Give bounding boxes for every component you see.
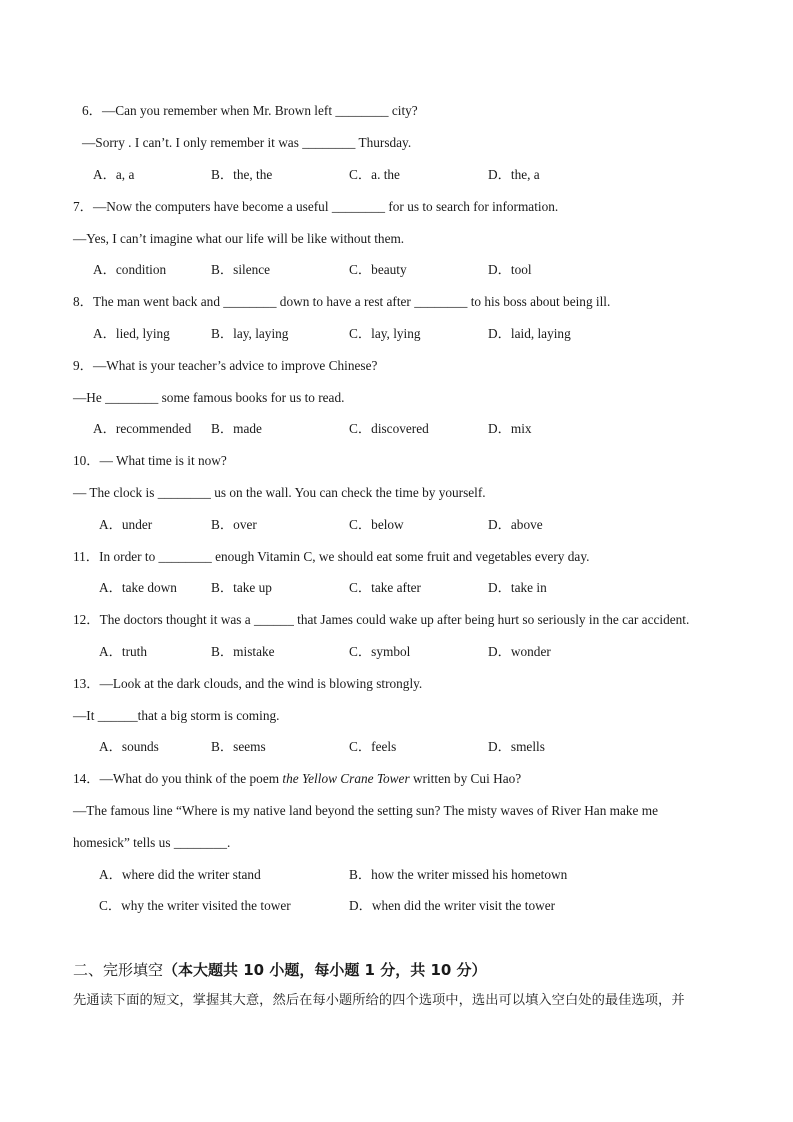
question-8-line-1: 8．The man went back and ________ down to have a rest after ________ to his boss about being ill.: [73, 294, 611, 309]
question-14-option-b: B．how the writer missed his hometown: [349, 867, 568, 882]
question-12-option-d: D．wonder: [488, 644, 551, 659]
question-14-option-a: A．where did the writer stand: [99, 867, 261, 882]
question-7-option-c: C．beauty: [349, 262, 407, 277]
question-14-line-3: homesick” tells us ________.: [73, 835, 231, 850]
question-9-option-b: B．made: [211, 421, 262, 436]
question-6-line-1: 6．—Can you remember when Mr. Brown left ________ city?: [82, 103, 418, 118]
question-7-option-a: A．condition: [93, 262, 167, 277]
question-12-option-b: B．mistake: [211, 644, 275, 659]
question-10-option-c: C．below: [349, 517, 404, 532]
question-9-option-a: A．recommended: [93, 421, 192, 436]
question-12-line-1: 12．The doctors thought it was a ______ that James could wake up after being hurt so seriously in the car accident.: [73, 612, 690, 627]
question-7-line-2: —Yes, I can’t imagine what our life will be like without them.: [73, 231, 405, 246]
question-13-option-a: A．sounds: [99, 739, 159, 754]
question-13-line-1: 13．—Look at the dark clouds, and the wind is blowing strongly.: [73, 676, 423, 691]
section-instructions: 先通读下面的短文，掌握其大意，然后在每小题所给的四个选项中，选出可以填入空白处的最佳选项，并: [73, 993, 685, 1008]
question-6-option-a: A．a, a: [93, 167, 135, 182]
question-6-option-c: C．a. the: [349, 167, 400, 182]
question-9-line-2: —He ________ some famous books for us to read.: [73, 390, 345, 405]
question-14-line-1: 14．—What do you think of the poem the Yellow Crane Tower written by Cui Hao?: [73, 771, 522, 786]
question-6-option-d: D．the, a: [488, 167, 540, 182]
question-10-line-2: — The clock is ________ us on the wall. You can check the time by yourself.: [73, 485, 486, 500]
question-8-option-b: B．lay, laying: [211, 326, 289, 341]
question-10-option-a: A．under: [99, 517, 153, 532]
question-13-line-2: —It ______that a big storm is coming.: [73, 708, 280, 723]
question-12-option-a: A．truth: [99, 644, 148, 659]
question-7-option-b: B．silence: [211, 262, 271, 277]
question-12-option-c: C．symbol: [349, 644, 411, 659]
question-11-option-c: C．take after: [349, 580, 421, 595]
question-14-line-2: —The famous line “Where is my native land beyond the setting sun? The misty waves of River Han make me: [73, 803, 659, 818]
question-14-option-d: D．when did the writer visit the tower: [349, 898, 556, 913]
question-10-option-d: D．above: [488, 517, 543, 532]
question-14-option-c: C．why the writer visited the tower: [99, 898, 291, 913]
section-heading: 二、完形填空（本大题共 10 小题，每小题 1 分，共 10 分）: [73, 961, 487, 979]
question-7-option-d: D．tool: [488, 262, 532, 277]
question-13-option-d: D．smells: [488, 739, 545, 754]
question-8-option-a: A．lied, lying: [93, 326, 170, 341]
question-10-option-b: B．over: [211, 517, 257, 532]
question-10-line-1: 10．— What time is it now?: [73, 453, 227, 468]
question-11-option-d: D．take in: [488, 580, 547, 595]
question-9-option-d: D．mix: [488, 421, 532, 436]
question-8-option-c: C．lay, lying: [349, 326, 421, 341]
question-13-option-b: B．seems: [211, 739, 266, 754]
question-9-option-c: C．discovered: [349, 421, 429, 436]
question-6-option-b: B．the, the: [211, 167, 273, 182]
question-8-option-d: D．laid, laying: [488, 326, 571, 341]
question-11-line-1: 11．In order to ________ enough Vitamin C, we should eat some fruit and vegetables every day.: [73, 549, 590, 564]
question-11-option-b: B．take up: [211, 580, 272, 595]
question-13-option-c: C．feels: [349, 739, 397, 754]
question-11-option-a: A．take down: [99, 580, 177, 595]
question-6-line-2: —Sorry . I can’t. I only remember it was ________ Thursday.: [82, 135, 412, 150]
question-9-line-1: 9．—What is your teacher’s advice to improve Chinese?: [73, 358, 378, 373]
question-7-line-1: 7．—Now the computers have become a useful ________ for us to search for information.: [73, 199, 559, 214]
